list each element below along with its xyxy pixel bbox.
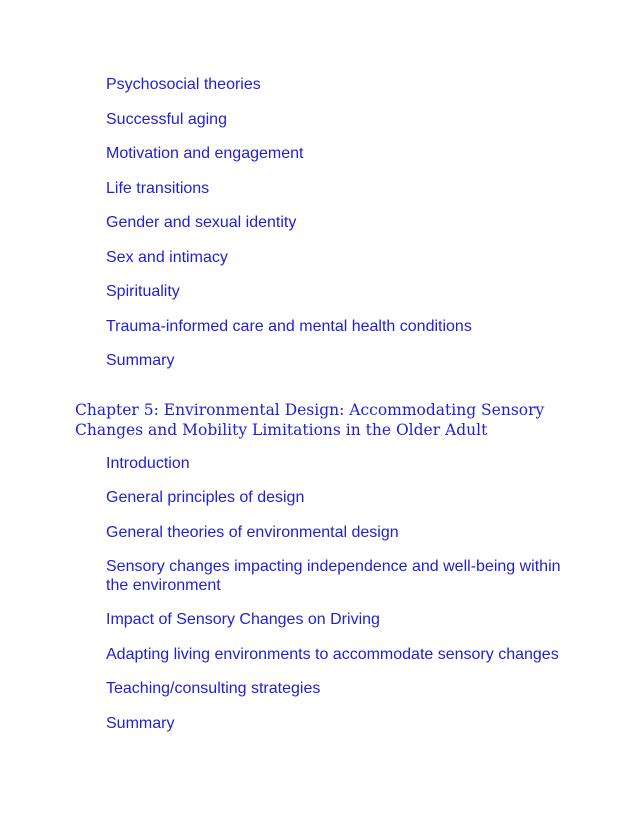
toc-link-gender-sexual-identity[interactable]: Gender and sexual identity — [106, 214, 297, 231]
toc-link-adapting-living-environments[interactable]: Adapting living environments to accommodate sensory changes — [106, 646, 559, 663]
toc-link-successful-aging[interactable]: Successful aging — [106, 111, 227, 128]
toc-link-spirituality[interactable]: Spirituality — [106, 283, 180, 300]
toc-link-general-theories-environmental-design[interactable]: General theories of environmental design — [106, 524, 399, 541]
toc-link-sensory-changes-independence[interactable]: Sensory changes impacting independence and well-being within the environment — [106, 558, 561, 594]
toc-link-summary[interactable]: Summary — [106, 352, 175, 369]
toc-link-psychosocial-theories[interactable]: Psychosocial theories — [106, 76, 261, 93]
toc-link-sex-intimacy[interactable]: Sex and intimacy — [106, 249, 228, 266]
toc-link-trauma-informed-care[interactable]: Trauma-informed care and mental health conditions — [106, 318, 472, 335]
toc-link-introduction[interactable]: Introduction — [106, 455, 190, 472]
toc-link-sensory-changes-driving[interactable]: Impact of Sensory Changes on Driving — [106, 611, 380, 628]
chapter-5-heading[interactable]: Chapter 5: Environmental Design: Accommodating Sensory Changes and Mobility Limitations in the Older Adult — [75, 401, 545, 439]
toc-link-teaching-consulting-strategies[interactable]: Teaching/consulting strategies — [106, 680, 321, 697]
toc-link-life-transitions[interactable]: Life transitions — [106, 180, 210, 197]
toc-link-general-principles-of-design[interactable]: General principles of design — [106, 489, 305, 506]
toc-link-chapter5-summary[interactable]: Summary — [106, 715, 175, 732]
toc-link-motivation-engagement[interactable]: Motivation and engagement — [106, 145, 304, 162]
